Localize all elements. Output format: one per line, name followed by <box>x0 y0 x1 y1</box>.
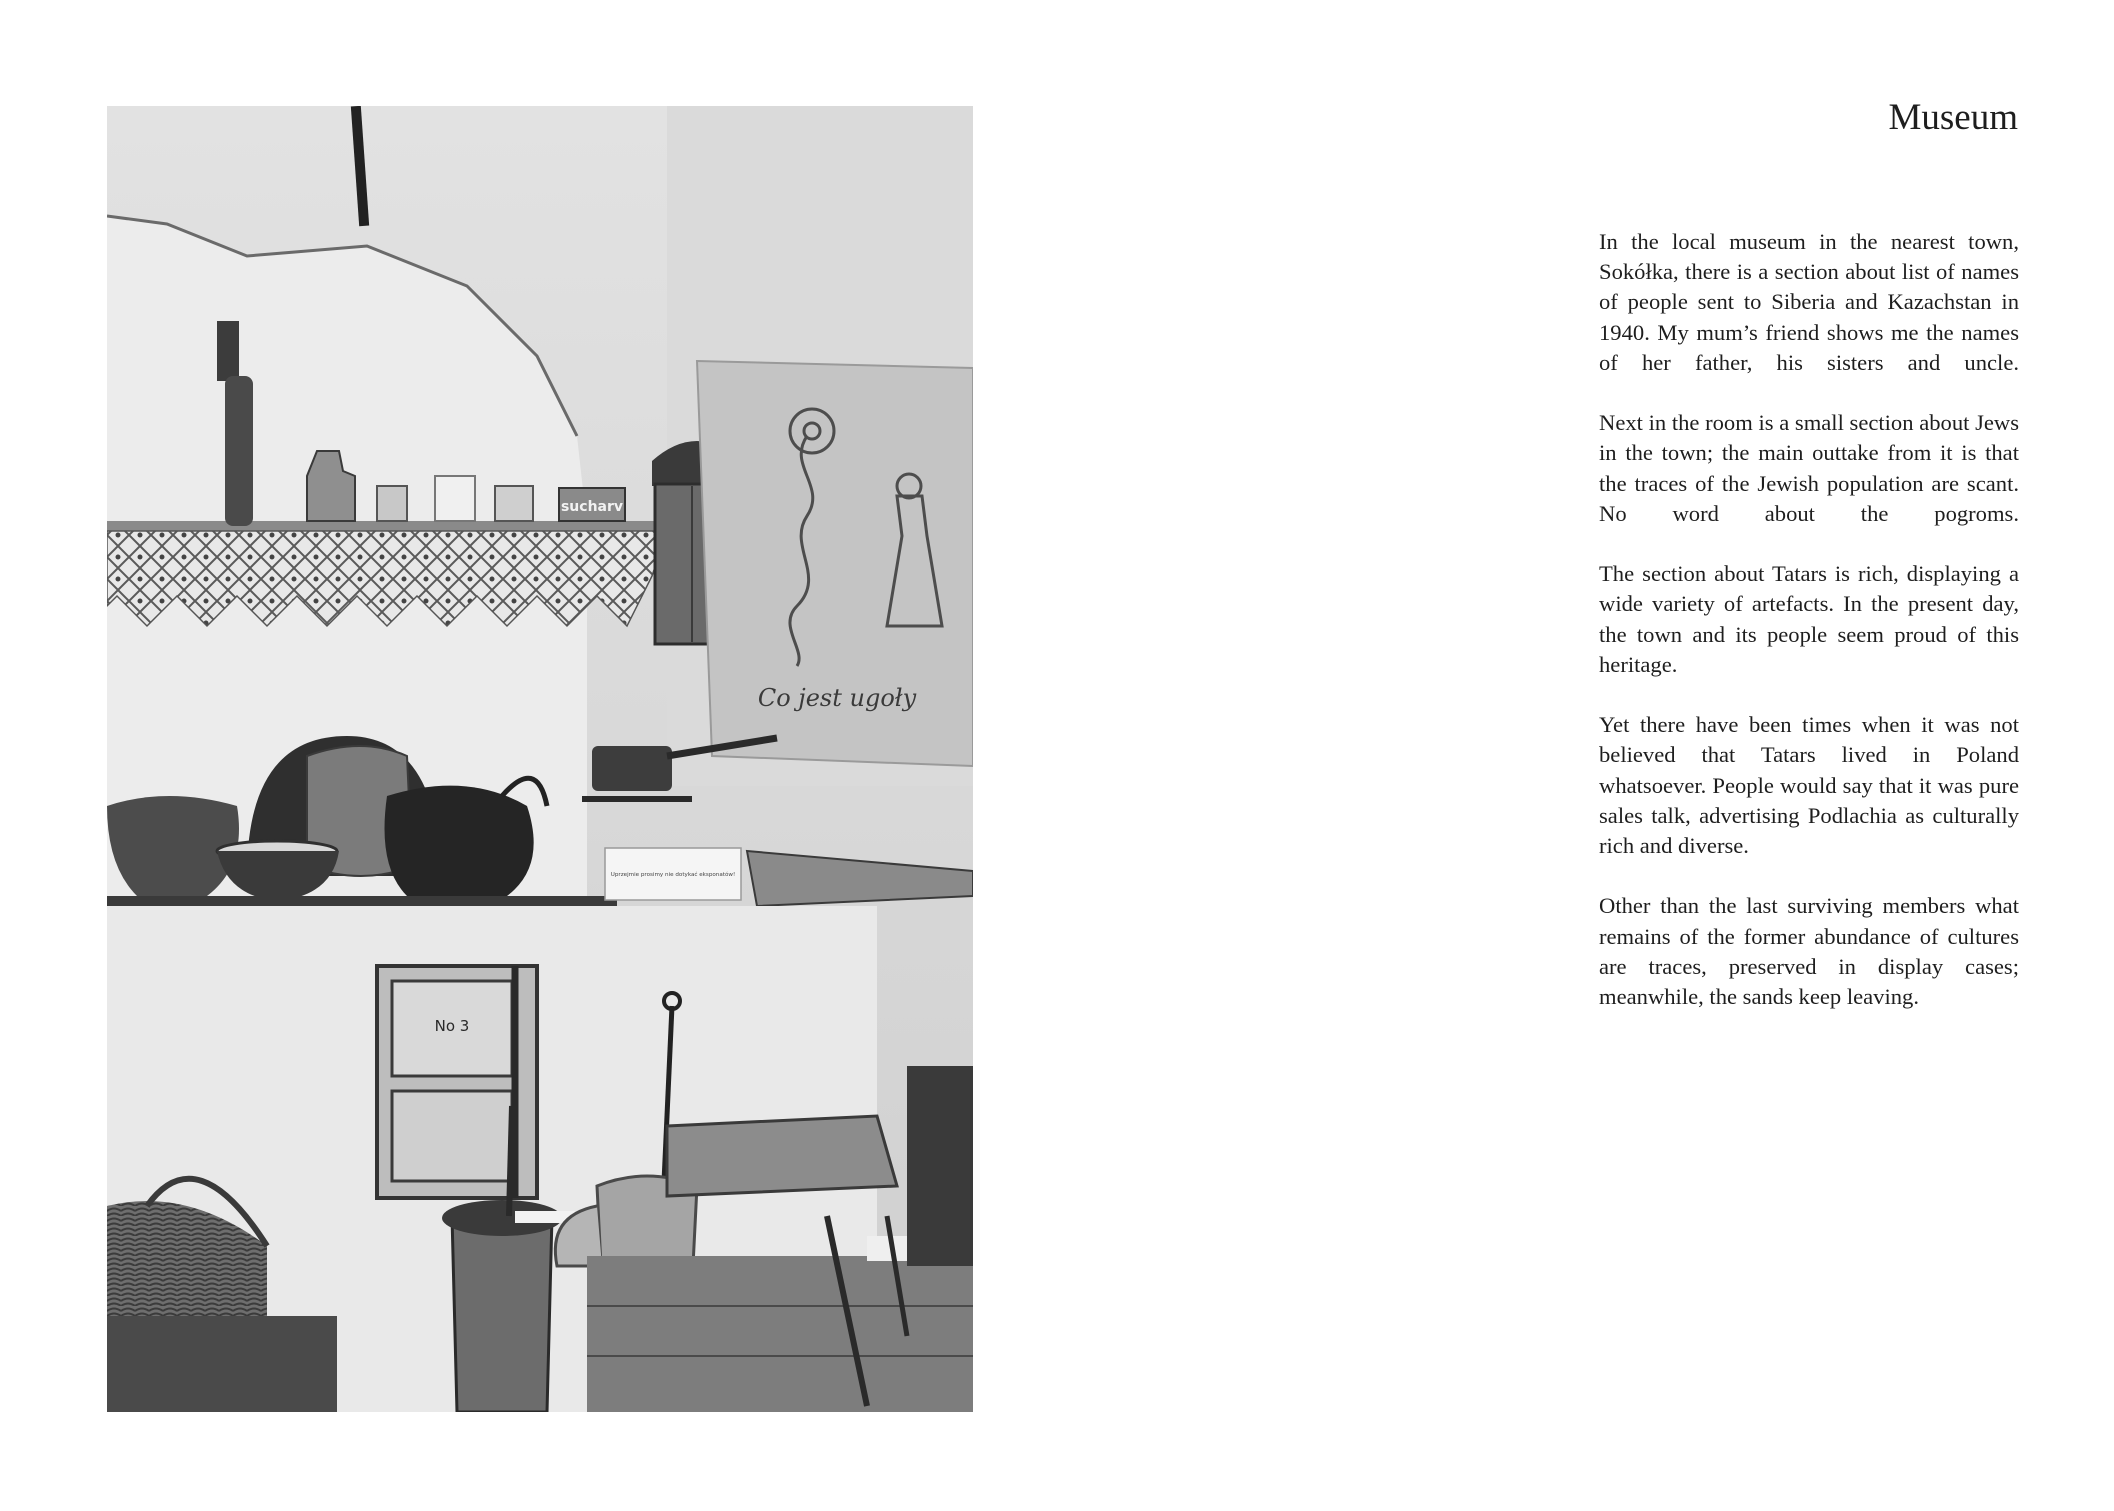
paragraph-tatars: The section about Tatars is rich, displaying a wide variety of artefacts. In the present day, the town and its people seem proud of this heritage. <box>1599 561 2019 677</box>
paragraph-siberia: In the local museum in the nearest town, Sokółka, there is a section about list of names of people sent to Siberia and Kazachstan in 1940. My mum’s friend shows me the names of her father, his sisters and uncle. <box>1599 229 2019 375</box>
page-title: Museum <box>1888 97 2018 138</box>
paragraph-traces: Other than the last surviving members what remains of the former abundance of cultures are traces, preserved in display cases; meanwhile, the sands keep leaving. <box>1599 893 2019 1010</box>
stove-plate: No 3 <box>434 1017 470 1035</box>
museum-photo <box>107 106 973 1412</box>
embroidery-text: Co jest ugoły <box>757 684 917 712</box>
paragraph-disbelief: Yet there have been times when it was not believed that Tatars lived in Poland whatsoever. People would say that it was pure sales talk, advertising Podlachia as culturally rich and diverse. <box>1599 712 2019 859</box>
paragraph-jews: Next in the room is a small section about Jews in the town; the main outtake from it is that the traces of the Jewish population are scant. No word about the pogroms. <box>1599 410 2019 526</box>
placard-text: Uprzejmie prosimy nie dotykać eksponatów! <box>610 872 736 878</box>
body-text <box>1599 227 2019 1042</box>
tin-label: sucharv <box>560 499 624 515</box>
